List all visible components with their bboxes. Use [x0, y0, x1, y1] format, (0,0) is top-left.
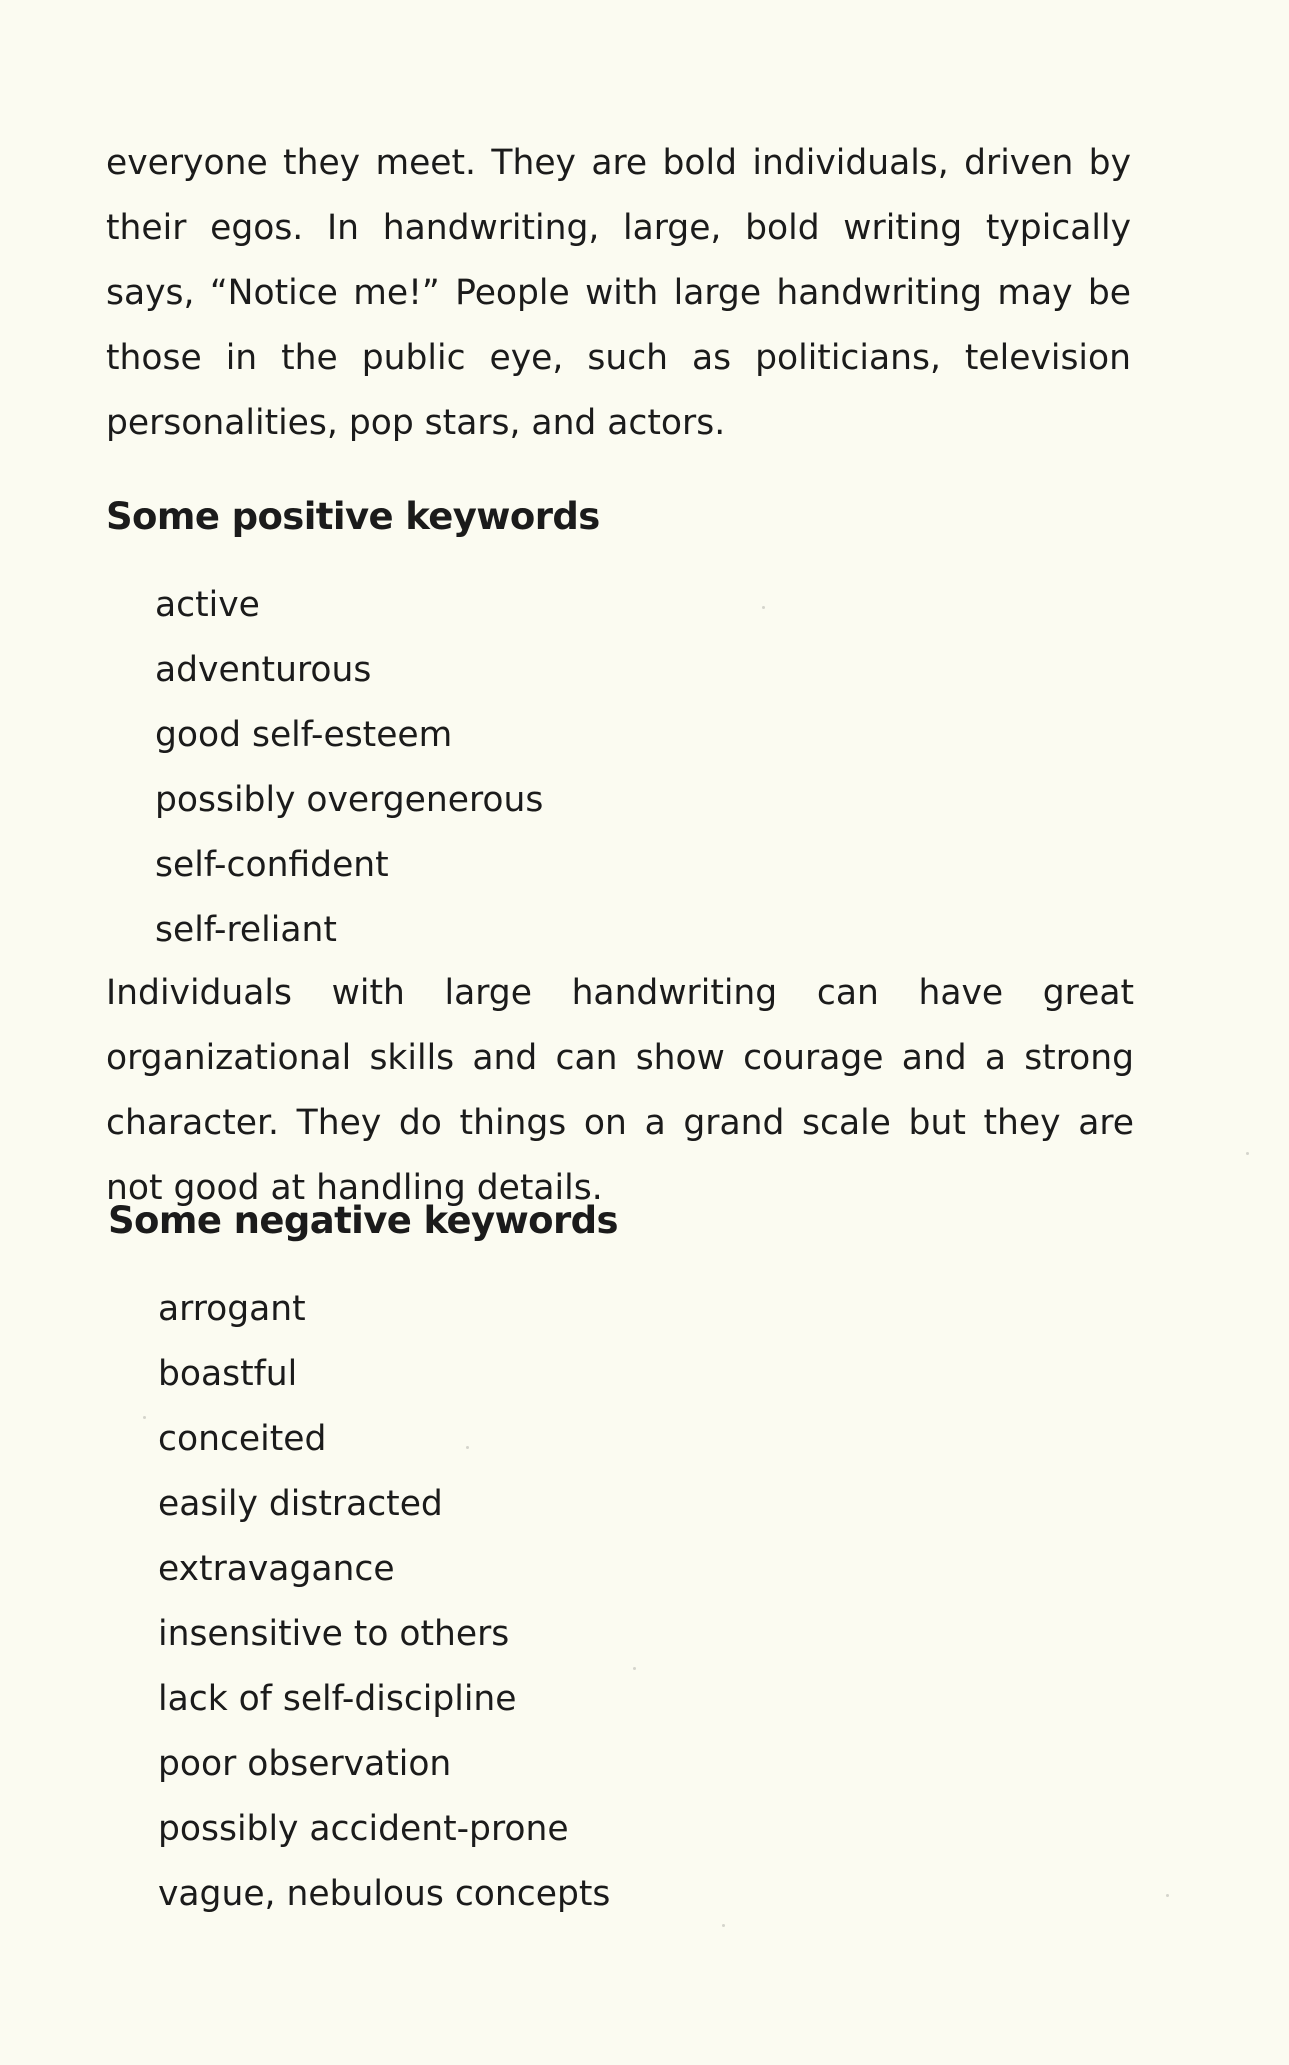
positive-keywords-heading: Some positive keywords: [106, 495, 600, 538]
negative-keyword: vague, nebulous concepts: [158, 1874, 611, 1914]
negative-keywords-heading: Some negative keywords: [108, 1199, 618, 1242]
negative-keyword: poor observation: [158, 1744, 452, 1784]
positive-keyword: self-reliant: [155, 910, 337, 950]
negative-keyword: possibly accident-prone: [158, 1809, 569, 1849]
positive-keywords-list: [155, 573, 543, 963]
negative-keyword: lack of self-discipline: [158, 1679, 517, 1719]
positive-keyword: good self-esteem: [155, 715, 453, 755]
negative-keyword: insensitive to others: [158, 1614, 510, 1654]
scan-speck: [1246, 1152, 1249, 1155]
scan-speck: [143, 1416, 146, 1419]
scan-speck: [633, 1667, 636, 1670]
scan-speck: [1166, 1894, 1169, 1897]
positive-keyword: self-confident: [155, 845, 389, 885]
negative-keyword: easily distracted: [158, 1484, 443, 1524]
intro-paragraph: everyone they meet. They are bold individuals, driven by their egos. In handwriting, large, bold writing typically says, “Notice me!” People with large handwriting may be those in the public eye, such as politicians, television personalities, pop stars, and actors.: [106, 143, 1131, 443]
scan-speck: [466, 1446, 469, 1449]
positive-keyword: adventurous: [155, 650, 372, 690]
negative-keyword: conceited: [158, 1419, 327, 1459]
negative-keyword: arrogant: [158, 1289, 306, 1329]
positive-keyword: active: [155, 585, 260, 625]
negative-keyword: boastful: [158, 1354, 298, 1394]
organizational-paragraph: Individuals with large handwriting can have great organizational skills and can show courage and a strong character. They do things on a grand scale but they are not good at handling details.: [106, 973, 1134, 1208]
positive-keyword: possibly overgenerous: [155, 780, 544, 820]
negative-keyword: extravagance: [158, 1549, 395, 1589]
negative-keywords-list: [158, 1277, 610, 1927]
scan-speck: [762, 606, 765, 609]
scan-speck: [722, 1924, 725, 1927]
